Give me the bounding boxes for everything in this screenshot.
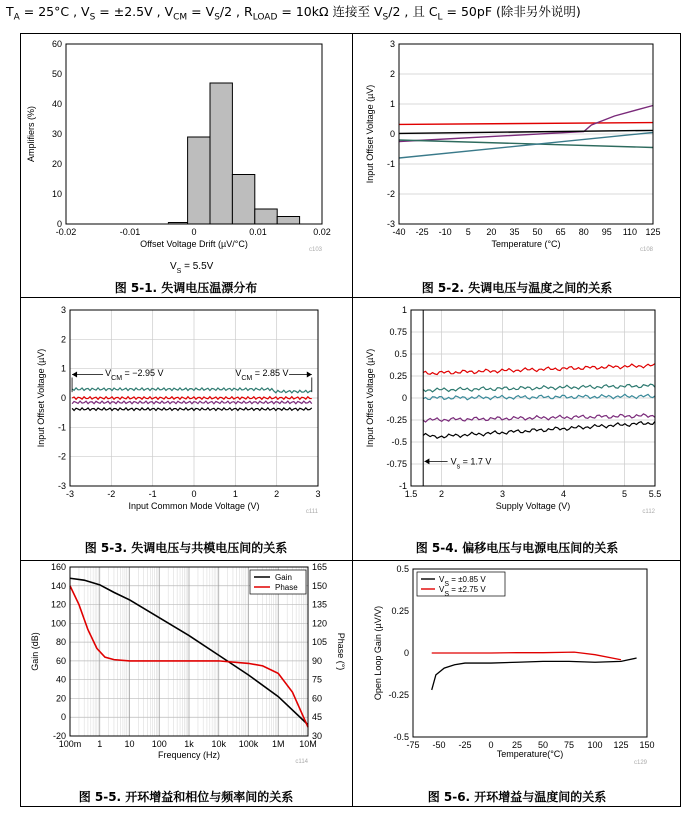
cm-ytick-label: 1 xyxy=(60,363,66,374)
sup-xtick-label: 5.5 xyxy=(648,489,662,499)
freq-xtick-label: 1k xyxy=(184,739,194,749)
temp-ytick-label: 1 xyxy=(389,99,395,109)
cm-series-line xyxy=(72,388,312,393)
temp-xtick-label: 95 xyxy=(601,227,612,237)
cm-xtick-label: 1 xyxy=(232,489,238,499)
olg-series-line xyxy=(432,658,637,690)
test-conditions: $T_A = 25^\circ C$ , $V_S = \pm 2.5V$ , $V_{CM} = V_S/2$ , $R_{LOAD} = 10k\Omega$ 连接至 $V_S/2$ , 且 $C_L = 50pF$ (除非另外说明) xyxy=(6,4,581,23)
sup-xtick-label: 5 xyxy=(621,489,628,499)
cm-ylabel: Input Offset Voltage (µV) xyxy=(36,348,46,448)
legend-gain-label: Gain xyxy=(275,573,292,582)
sup-annotation: $V_s = 1.7$ V xyxy=(450,456,492,470)
sup-series-line xyxy=(423,384,655,392)
sup-xtick-label: 4 xyxy=(560,489,567,499)
freq-ytick-label: 20 xyxy=(55,693,66,704)
figure-code: c111 xyxy=(305,509,318,515)
hist-annotation: $V_S = 5.5V$ xyxy=(170,261,214,275)
freq-ytick-label: 140 xyxy=(50,580,66,591)
temp-ytick-label: 3 xyxy=(389,39,395,49)
olg-xtick-label: 50 xyxy=(537,740,549,750)
temp-xlabel: Temperature (°C) xyxy=(491,239,561,249)
temp-xtick-label: 5 xyxy=(465,227,471,237)
sup-series-line xyxy=(423,394,655,399)
olg-series-line xyxy=(432,652,621,660)
freq-xtick-label: 10M xyxy=(299,739,317,749)
sup-series-line xyxy=(423,414,655,422)
legend-275-label: $V_S = \pm 2.75$ V xyxy=(439,585,486,598)
cm-annotation-high: $V_{CM} = 2.85$ V xyxy=(235,368,289,382)
freq-y2tick-label: 165 xyxy=(312,562,328,572)
temp-xtick-label: 125 xyxy=(645,227,661,237)
hist-xlabel: Offset Voltage Drift (µV/°C) xyxy=(140,239,248,249)
sup-ytick-label: -0.75 xyxy=(386,459,407,469)
sup-xtick-label: 1.5 xyxy=(404,489,418,499)
temp-ytick-label: -1 xyxy=(386,159,395,169)
cond-ta: $T_A = 25^\circ C$ xyxy=(6,4,70,23)
freq-y2tick-label: 120 xyxy=(312,618,328,629)
cm-arrowhead-left xyxy=(72,372,77,378)
temp-ylabel: Input Offset Voltage (µV) xyxy=(365,84,375,184)
temp-xtick-label: 35 xyxy=(509,227,520,237)
freq-y2tick-label: 105 xyxy=(312,637,328,648)
olg-xtick-label: 0 xyxy=(488,740,494,750)
caption-fig-5-6: 图 5-6. 开环增益与温度间的关系 xyxy=(427,790,607,804)
cm-series-line xyxy=(72,408,312,411)
cond-note: (除非另外说明) xyxy=(496,4,581,19)
cm-xtick-label: -3 xyxy=(65,489,75,499)
temp-xtick-label: -10 xyxy=(438,227,452,237)
freq-ytick-label: 0 xyxy=(60,712,66,723)
legend-phase-label: Phase xyxy=(275,583,298,592)
sup-ytick-label: 0.75 xyxy=(389,327,407,337)
caption-fig-5-5: 图 5-5. 开环增益和相位与频率间的关系 xyxy=(78,790,294,804)
histogram-bar xyxy=(255,209,277,224)
sup-series-line xyxy=(423,364,655,375)
freq-y2label: Phase (°) xyxy=(336,632,346,671)
cm-xtick-label: -2 xyxy=(107,489,116,499)
temp-ytick-label: 0 xyxy=(389,129,395,139)
freq-y2tick-label: 30 xyxy=(312,731,323,741)
temp-series-line xyxy=(399,123,653,125)
cm-xtick-label: 3 xyxy=(315,489,321,499)
hist-ytick-label: 60 xyxy=(51,39,62,49)
chart-offset-vs-supply xyxy=(351,296,681,536)
cond-rload: $R_{LOAD} = 10k\Omega$ 连接至 $V_S/2$ xyxy=(244,4,401,23)
sup-ytick-label: 0 xyxy=(401,393,407,403)
olg-ytick-label: -0.5 xyxy=(393,732,409,742)
sup-ytick-label: -0.25 xyxy=(386,415,407,425)
histogram-bar xyxy=(277,217,299,225)
freq-xtick-label: 100k xyxy=(238,739,259,749)
hist-ytick-label: 50 xyxy=(51,69,62,79)
sup-ytick-label: 1 xyxy=(401,305,407,315)
temp-series-line xyxy=(399,140,653,148)
hist-ytick-label: 40 xyxy=(51,99,62,109)
temp-xtick-label: -40 xyxy=(392,227,406,237)
olg-xtick-label: -25 xyxy=(458,740,472,750)
freq-y2tick-label: 135 xyxy=(312,599,328,610)
temp-xtick-label: 20 xyxy=(486,227,497,237)
figure-code: c114 xyxy=(295,759,308,765)
cm-ytick-label: 0 xyxy=(60,393,66,403)
cond-vcm: $V_{CM} = V_S/2$ xyxy=(164,4,233,23)
sup-series-line xyxy=(423,421,655,438)
cm-ytick-label: -1 xyxy=(57,422,66,433)
hist-xtick-label: 0 xyxy=(191,227,197,237)
olg-xtick-label: 75 xyxy=(563,740,575,750)
cm-ytick-label: -3 xyxy=(57,481,66,491)
figure-code: c103 xyxy=(308,247,322,253)
caption-fig-5-3: 图 5-3. 失调电压与共模电压间的关系 xyxy=(84,541,288,555)
cm-ytick-label: 2 xyxy=(60,334,66,345)
sup-ytick-label: -0.5 xyxy=(391,437,407,447)
freq-y2tick-label: 90 xyxy=(312,655,323,666)
caption-fig-5-2: 图 5-2. 失调电压与温度之间的关系 xyxy=(421,281,613,295)
temp-series-line xyxy=(399,130,653,133)
chart-open-loop-gain-vs-temperature xyxy=(351,559,681,769)
olg-xtick-label: -75 xyxy=(406,740,420,750)
sup-ytick-label: 0.25 xyxy=(389,371,407,381)
temp-ytick-label: 2 xyxy=(389,69,395,79)
hist-xtick-label: 0.02 xyxy=(313,227,331,237)
hist-xtick-label: -0.01 xyxy=(119,227,141,237)
hist-ylabel: Amplifiers (%) xyxy=(26,105,36,163)
freq-xtick-label: 10k xyxy=(211,739,227,749)
freq-y2tick-label: 45 xyxy=(312,712,323,723)
freq-ytick-label: 60 xyxy=(55,655,66,666)
cm-series-line xyxy=(72,401,312,404)
freq-xtick-label: 1 xyxy=(97,739,103,749)
olg-ylabel: Open Loop Gain (µV/V) xyxy=(373,605,383,701)
chart-gain-phase-vs-frequency xyxy=(20,559,351,769)
freq-xtick-label: 10 xyxy=(124,739,135,749)
olg-ytick-label: 0.5 xyxy=(396,564,409,574)
sup-ytick-label: -1 xyxy=(398,481,407,491)
freq-ytick-label: 120 xyxy=(50,599,66,610)
temp-xtick-label: 110 xyxy=(622,227,638,237)
freq-y2tick-label: 60 xyxy=(312,693,323,704)
freq-ytick-label: 100 xyxy=(50,618,66,629)
sup-xlabel: Supply Voltage (V) xyxy=(495,501,571,511)
olg-xtick-label: 150 xyxy=(639,740,655,750)
caption-fig-5-4: 图 5-4. 偏移电压与电源电压间的关系 xyxy=(415,541,619,555)
freq-xlabel: Frequency (Hz) xyxy=(157,750,221,760)
temp-xtick-label: 65 xyxy=(555,227,566,237)
figure-code: c112 xyxy=(642,509,655,515)
cm-ytick-label: 3 xyxy=(60,305,66,315)
freq-ylabel: Gain (dB) xyxy=(30,632,40,671)
freq-ytick-label: 160 xyxy=(50,562,66,572)
histogram-bar xyxy=(188,137,210,224)
olg-xtick-label: 25 xyxy=(511,740,523,750)
freq-y2tick-label: 75 xyxy=(312,674,323,685)
olg-xtick-label: -50 xyxy=(432,740,446,750)
histogram-bar xyxy=(210,83,232,224)
olg-ytick-label: 0.25 xyxy=(391,606,409,616)
histogram-bar xyxy=(232,175,254,225)
hist-ytick-label: 10 xyxy=(51,189,62,199)
freq-xtick-label: 1M xyxy=(271,739,285,749)
chart-offset-drift-histogram xyxy=(20,33,351,273)
sup-arrowhead xyxy=(424,458,429,464)
olg-xlabel: Temperature(°C) xyxy=(496,749,564,759)
caption-fig-5-1: 图 5-1. 失调电压温漂分布 xyxy=(114,281,258,295)
cond-cl: 且 $C_L = 50pF$ xyxy=(412,4,493,23)
hist-ytick-label: 30 xyxy=(51,129,62,139)
cm-xtick-label: 0 xyxy=(191,489,197,499)
cm-xtick-label: -1 xyxy=(148,489,157,499)
legend-085-label: $V_S = \pm 0.85$ V xyxy=(439,575,486,588)
chart-offset-vs-common-mode xyxy=(20,296,351,536)
sup-xtick-label: 3 xyxy=(499,489,506,499)
freq-ytick-label: 40 xyxy=(55,674,66,685)
temp-xtick-label: -25 xyxy=(415,227,429,237)
hist-xtick-label: 0.01 xyxy=(249,227,267,237)
freq-y2tick-label: 150 xyxy=(312,580,328,591)
olg-xtick-label: 100 xyxy=(587,740,603,750)
freq-ytick-label: -20 xyxy=(52,731,66,741)
sup-ylabel: Input Offset Voltage (µV) xyxy=(365,348,375,448)
hist-ytick-label: 20 xyxy=(51,159,62,169)
temp-ytick-label: -3 xyxy=(386,219,395,229)
figure-code: c108 xyxy=(639,247,653,253)
sup-ytick-label: 0.5 xyxy=(394,349,407,359)
hist-xtick-label: -0.02 xyxy=(55,227,77,237)
temp-series-line xyxy=(399,133,653,159)
temp-xtick-label: 50 xyxy=(532,227,543,237)
cm-xlabel: Input Common Mode Voltage (V) xyxy=(128,501,260,511)
cm-xtick-label: 2 xyxy=(274,489,280,499)
freq-xtick-label: 100m xyxy=(58,739,82,749)
temp-ytick-label: -2 xyxy=(386,189,395,199)
temp-xtick-label: 80 xyxy=(578,227,589,237)
cm-arrowhead-right xyxy=(307,372,312,378)
figure-code: c129 xyxy=(633,760,647,766)
olg-ytick-label: -0.25 xyxy=(388,690,409,700)
olg-ytick-label: 0 xyxy=(403,648,409,658)
olg-xtick-label: 125 xyxy=(613,740,629,750)
chart-offset-vs-temperature xyxy=(351,33,681,273)
freq-ytick-label: 80 xyxy=(55,637,66,648)
cm-ytick-label: -2 xyxy=(57,451,66,462)
cm-annotation-low: $V_{CM} = -2.95$ V xyxy=(105,368,164,382)
sup-xtick-label: 2 xyxy=(438,489,445,499)
hist-ytick-label: 0 xyxy=(56,219,62,229)
freq-xtick-label: 100 xyxy=(151,739,167,749)
cond-vs: $V_S = \pm 2.5V$ xyxy=(81,4,153,23)
